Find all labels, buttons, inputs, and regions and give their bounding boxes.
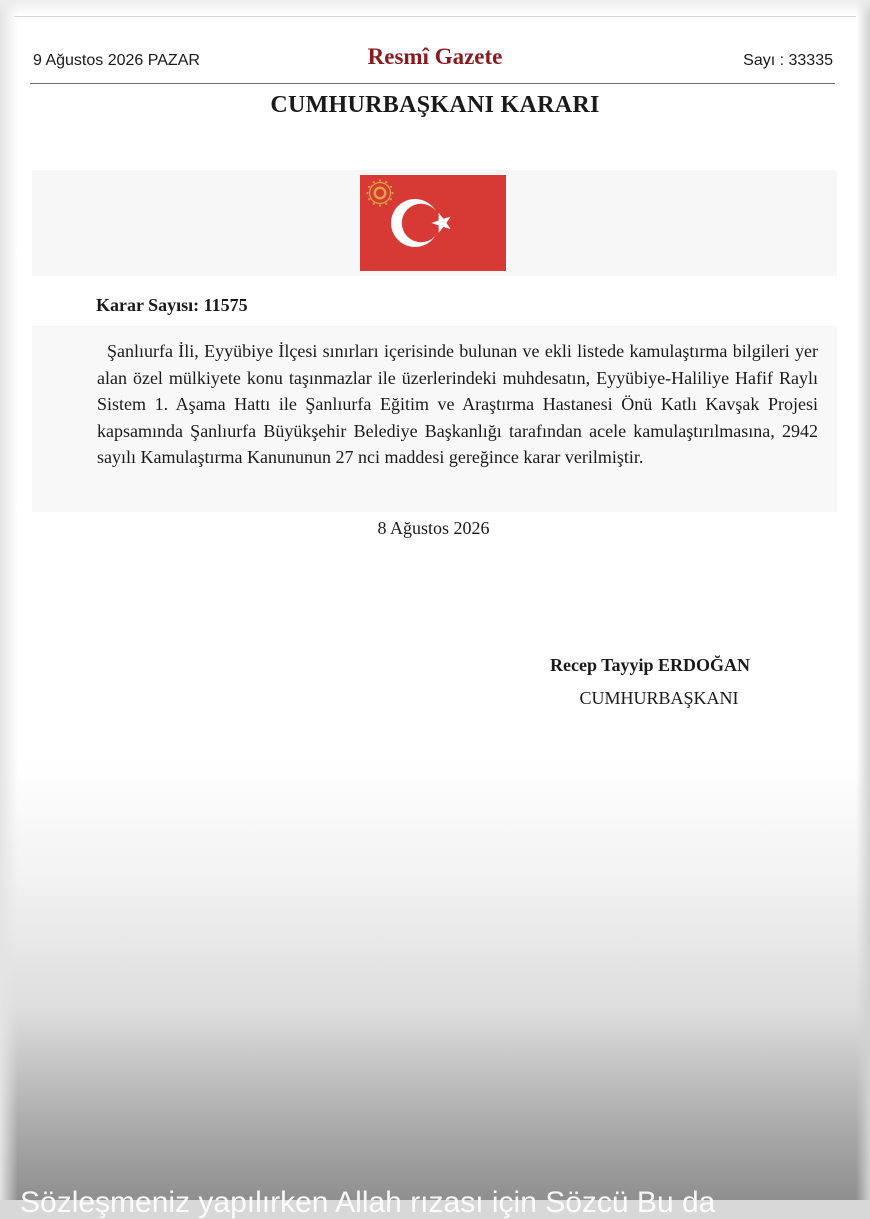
gazette-title: Resmî Gazete <box>367 44 503 69</box>
overlay-caption: Sözleşmeniz yapılırken Allah rızası için Sözcü Bu da <box>20 1186 716 1219</box>
page-left-edge <box>0 0 18 1200</box>
turkish-flag-icon <box>360 175 506 271</box>
decision-number: Karar Sayısı: 11575 <box>96 295 248 315</box>
page-top-line <box>14 16 856 17</box>
document-type-heading: CUMHURBAŞKANI KARARI <box>270 92 600 118</box>
page-right-edge <box>856 0 870 1200</box>
decision-body: Şanlıurfa İli, Eyyübiye İlçesi sınırları içerisinde bulunan ve ekli listede kamulaştırma bilgileri yer alan özel mülkiyete konu taşınmazlar ile üzerlerindeki muhdesatın, Eyyübiye-Haliliye Hafif Raylı Sistem 1. Aşama Hattı ile Şanlıurfa Eğitim ve Araştırma Hastanesi Önü Katlı Kavşak Projesi kapsamında Şanlıurfa Büyükşehir Belediye Başkanlığı tarafından acele kamulaştırılmasına, 2942 sayılı Kamulaştırma Kanununun 27 nci maddesi gereğince karar verilmiştir. <box>97 341 818 467</box>
gazette-issue-number: Sayı : 33335 <box>743 52 833 69</box>
decision-date: 8 Ağustos 2026 <box>377 518 490 538</box>
signer-title: CUMHURBAŞKANI <box>579 688 739 708</box>
header-rule <box>30 83 835 84</box>
gazette-date: 9 Ağustos 2026 PAZAR <box>33 52 200 69</box>
signer-name: Recep Tayyip ERDOĞAN <box>549 655 751 675</box>
page-top-edge <box>0 0 870 16</box>
